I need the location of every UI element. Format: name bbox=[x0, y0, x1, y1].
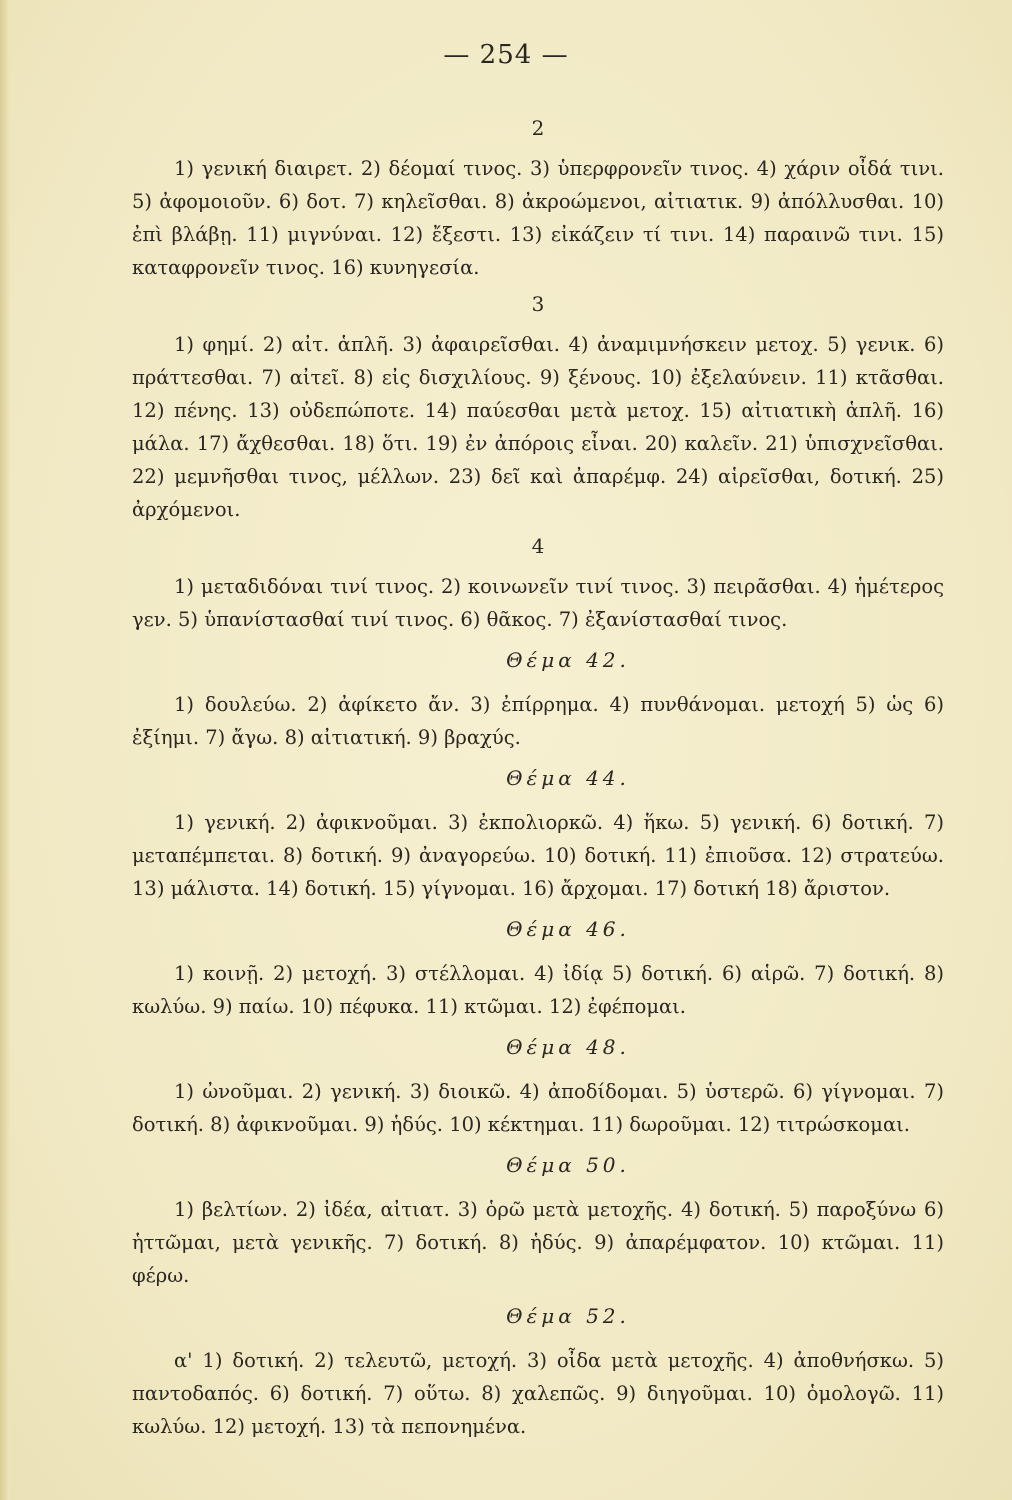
answer-key-content bbox=[132, 108, 944, 1449]
thema-heading-42: Θέμα 42. bbox=[506, 648, 630, 672]
section-heading-2: 2 bbox=[531, 116, 545, 140]
section-text-2: 1) γενική διαιρετ. 2) δέομαί τινος. 3) ὑπερφρονεῖν τινος. 4) χάριν οἶδά τινι. 5) ἀφομοιοῦν. 6) δοτ. 7) κηλεῖσθαι. 8) ἀκροώμενοι, αἰτιατικ. 9) ἀπόλλυσθαι. 10) ἐπὶ βλάβῃ. 11) μιγνύναι. 12) ἔξεστι. 13) εἰκάζειν τί τινι. 14) παραινῶ τινι. 15) καταφρονεῖν τινος. 16) κυνηγεσία. bbox=[132, 157, 944, 279]
page-number: — 254 — bbox=[443, 40, 569, 70]
thema-text-42: 1) δουλεύω. 2) ἀφίκετο ἄν. 3) ἐπίρρημα. 4) πυνθάνομαι. μετοχή 5) ὡς 6) ἐξίημι. 7) ἄγω. 8) αἰτιατική. 9) βραχύς. bbox=[132, 693, 944, 749]
thema-text-48: 1) ὠνοῦμαι. 2) γενική. 3) διοικῶ. 4) ἀποδίδομαι. 5) ὑστερῶ. 6) γίγνομαι. 7) δοτική. 8) ἀφικνοῦμαι. 9) ἡδύς. 10) κέκτημαι. 11) δωροῦμαι. 12) τιτρώσκομαι. bbox=[132, 1080, 944, 1136]
section-text-3: 1) φημί. 2) αἰτ. ἁπλῆ. 3) ἀφαιρεῖσθαι. 4) ἀναμιμνήσκειν μετοχ. 5) γενικ. 6) πράττεσθαι. 7) αἰτεῖ. 8) εἰς δισχιλίους. 9) ξένους. 10) ἐξελαύνειν. 11) κτᾶσθαι. 12) πένης. 13) οὐδεπώποτε. 14) παύεσθαι μετὰ μετοχ. 15) αἰτιατικὴ ἁπλῆ. 16) μάλα. 17) ἄχθεσθαι. 18) ὅτι. 19) ἐν ἀπόροις εἶναι. 20) καλεῖν. 21) ὑπισχνεῖσθαι. 22) μεμνῆσθαι τινος, μέλλων. 23) δεῖ καὶ ἀπαρέμφ. 24) αἱρεῖσθαι, δοτική. 25) ἀρχόμενοι. bbox=[132, 333, 944, 521]
thema-text-52: α' 1) δοτική. 2) τελευτῶ, μετοχή. 3) οἶδα μετὰ μετοχῆς. 4) ἀποθνήσκω. 5) παντοδαπός. 6) δοτική. 7) οὕτω. 8) χαλεπῶς. 9) διηγοῦμαι. 10) ὁμολογῶ. 11) κωλύω. 12) μετοχή. 13) τὰ πεπονημένα. bbox=[132, 1349, 944, 1438]
thema-text-44: 1) γενική. 2) ἀφικνοῦμαι. 3) ἐκπολιορκῶ. 4) ἥκω. 5) γενική. 6) δοτική. 7) μεταπέμπεται. 8) δοτική. 9) ἀναγορεύω. 10) δοτική. 11) ἐπιοῦσα. 12) στρατεύω. 13) μάλιστα. 14) δοτική. 15) γίγνομαι. 16) ἄρχομαι. 17) δοτική 18) ἄριστον. bbox=[132, 811, 944, 900]
thema-heading-52: Θέμα 52. bbox=[506, 1304, 630, 1328]
section-text-4: 1) μεταδιδόναι τινί τινος. 2) κοινωνεῖν τινί τινος. 3) πειρᾶσθαι. 4) ἡμέτερος γεν. 5) ὑπανίστασθαί τινί τινος. 6) θᾶκος. 7) ἐξανίστασθαί τινος. bbox=[132, 575, 944, 631]
section-heading-3: 3 bbox=[531, 292, 545, 316]
section-heading-4: 4 bbox=[531, 534, 545, 558]
page-edge bbox=[0, 0, 10, 1500]
thema-heading-48: Θέμα 48. bbox=[506, 1035, 630, 1059]
thema-text-46: 1) κοινῇ. 2) μετοχή. 3) στέλλομαι. 4) ἰδίᾳ 5) δοτική. 6) αἱρῶ. 7) δοτική. 8) κωλύω. 9) παίω. 10) πέφυκα. 11) κτῶμαι. 12) ἐφέπομαι. bbox=[132, 962, 944, 1018]
thema-heading-44: Θέμα 44. bbox=[506, 766, 630, 790]
thema-text-50: 1) βελτίων. 2) ἰδέα, αἰτιατ. 3) ὁρῶ μετὰ μετοχῆς. 4) δοτική. 5) παροξύνω 6) ἡττῶμαι, μετὰ γενικῆς. 7) δοτική. 8) ἡδύς. 9) ἀπαρέμφατον. 10) κτῶμαι. 11) φέρω. bbox=[132, 1198, 944, 1287]
thema-heading-50: Θέμα 50. bbox=[506, 1153, 630, 1177]
thema-heading-46: Θέμα 46. bbox=[506, 917, 630, 941]
